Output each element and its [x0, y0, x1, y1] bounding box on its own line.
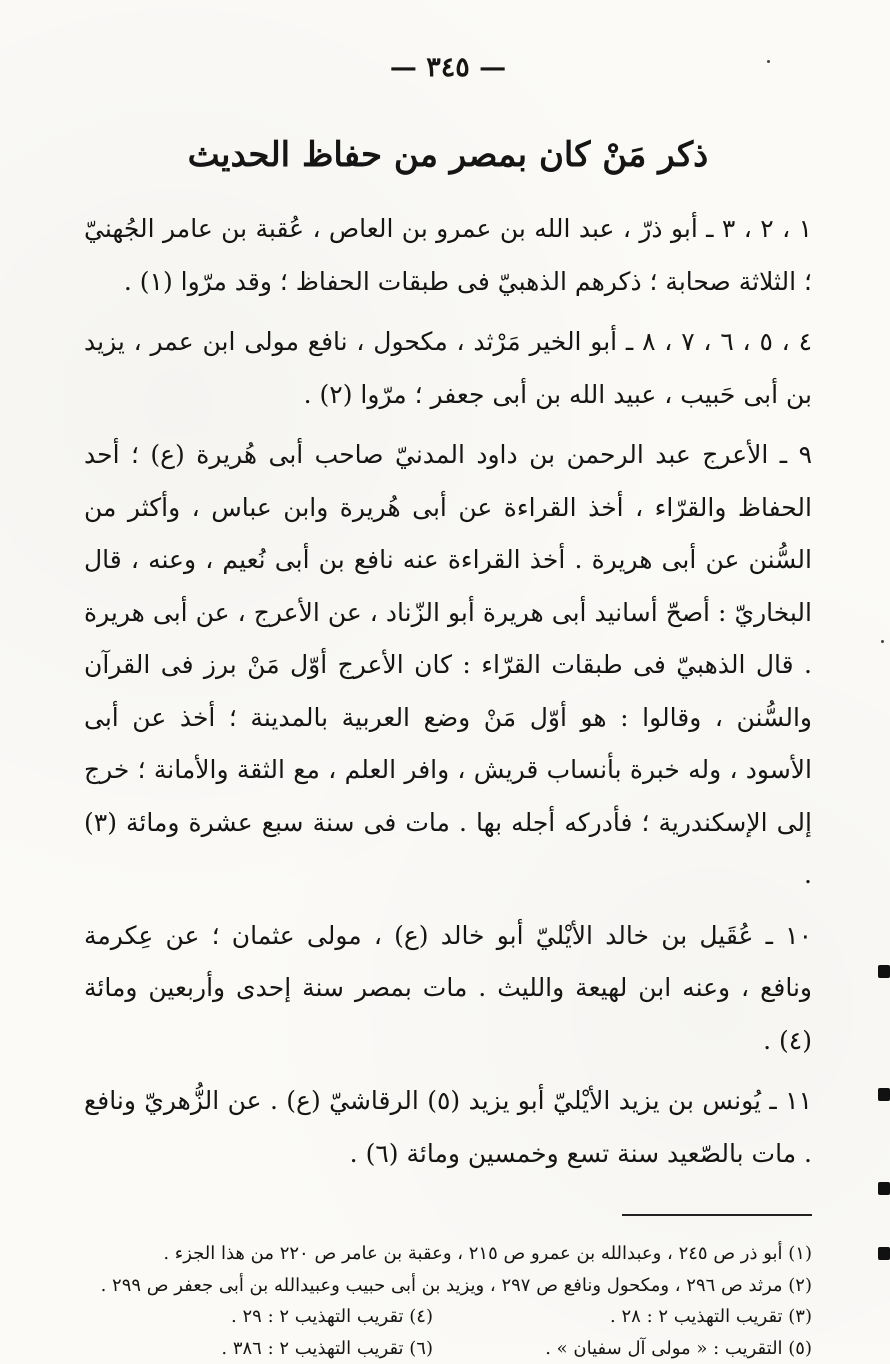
scan-mark [878, 1182, 890, 1195]
entry-11: ١١ ـ يُونس بن يزيد الأيْليّ أبو يزيد (٥) الرقاشيّ (ع) . عن الزُّهريّ ونافع . مات بالصّعيد سنة تسع وخمسين ومائة (٦) . [84, 1086, 812, 1168]
page-number: — ٣٤٥ — [389, 52, 507, 83]
entry-4-8: ٤ ، ٥ ، ٦ ، ٧ ، ٨ ـ أبو الخير مَرْثد ، مكحول ، نافع مولى ابن عمر ، يزيد بن أبى حَبيب ، عبيد الله بن أبى جعفر ؛ مرّوا (٢) . [84, 327, 812, 409]
footnote-4: (٤) تقريب التهذيب ٢ : ٢٩ . [231, 1306, 433, 1328]
scan-mark [878, 1247, 890, 1260]
scan-speck [767, 60, 770, 63]
footnote-5: (٥) التقريب : « مولى آل سفيان » . [545, 1337, 812, 1359]
chapter-title: ذكر مَنْ كان بمصر من حفاظ الحديث [187, 135, 709, 175]
scan-speck [881, 640, 884, 643]
entry-10: ١٠ ـ عُقَيل بن خالد الأيْليّ أبو خالد (ع) ، مولى عثمان ؛ عن عِكرمة ونافع ، وعنه ابن لهيعة والليث . مات بمصر سنة إحدى وأربعين ومائة (٤) . [84, 920, 812, 1055]
entry-1-3: ١ ، ٢ ، ٣ ـ أبو ذرّ ، عبد الله بن عمرو بن العاص ، عُقبة بن عامر الجُهنيّ ؛ الثلاثة صحابة ؛ ذكرهم الذهبيّ فى طبقات الحفاظ ؛ وقد مرّوا (١) . [84, 214, 812, 296]
footnote-2: (٢) مرثد ص ٢٩٦ ، ومكحول ونافع ص ٢٩٧ ، ويزيد بن أبى حبيب وعبيدالله بن أبى جعفر ص ٢٩٩ . [100, 1274, 812, 1296]
footnote-1: (١) أبو ذر ص ٢٤٥ ، وعبدالله بن عمرو ص ٢١٥ ، وعقبة بن عامر ص ٢٢٠ من هذا الجزء . [163, 1243, 812, 1265]
scan-mark [878, 965, 890, 978]
entry-9: ٩ ـ الأعرج عبد الرحمن بن داود المدنيّ صاحب أبى هُريرة (ع) ؛ أحد الحفاظ والقرّاء ، أخذ القراءة عن أبى هُريرة وابن عباس ، وأكثر من السُّنن عن أبى هريرة . أخذ القراءة عنه نافع بن أبى نُعيم ، وعنه ، قال البخاريّ : أصحّ أسانيد أبى هريرة أبو الزّناد ، عن الأعرج ، عن أبى هريرة . قال الذهبيّ فى طبقات القرّاء : كان الأعرج أوّل مَنْ برز فى القرآن والسُّنن ، وقالوا : هو أوّل مَنْ وضع العربية بالمدينة ؛ أخذ عن أبى الأسود ، وله خبرة بأنساب قريش ، وافر العلم ، مع الثقة والأمانة ؛ خرج إلى الإسكندرية ؛ فأدركه أجله بها . مات فى سنة سبع عشرة ومائة (٣) . [84, 440, 812, 890]
scan-mark [878, 1088, 890, 1101]
footnote-row-3-4 [84, 1301, 812, 1333]
entries-list [84, 203, 812, 1180]
footnote-row-5-6 [84, 1333, 812, 1364]
footnote-divider [622, 1214, 812, 1216]
footnote-6: (٦) تقريب التهذيب ٢ : ٣٨٦ . [221, 1337, 433, 1359]
footnote-3: (٣) تقريب التهذيب ٢ : ٢٨ . [610, 1306, 812, 1328]
footnotes [84, 1238, 812, 1364]
